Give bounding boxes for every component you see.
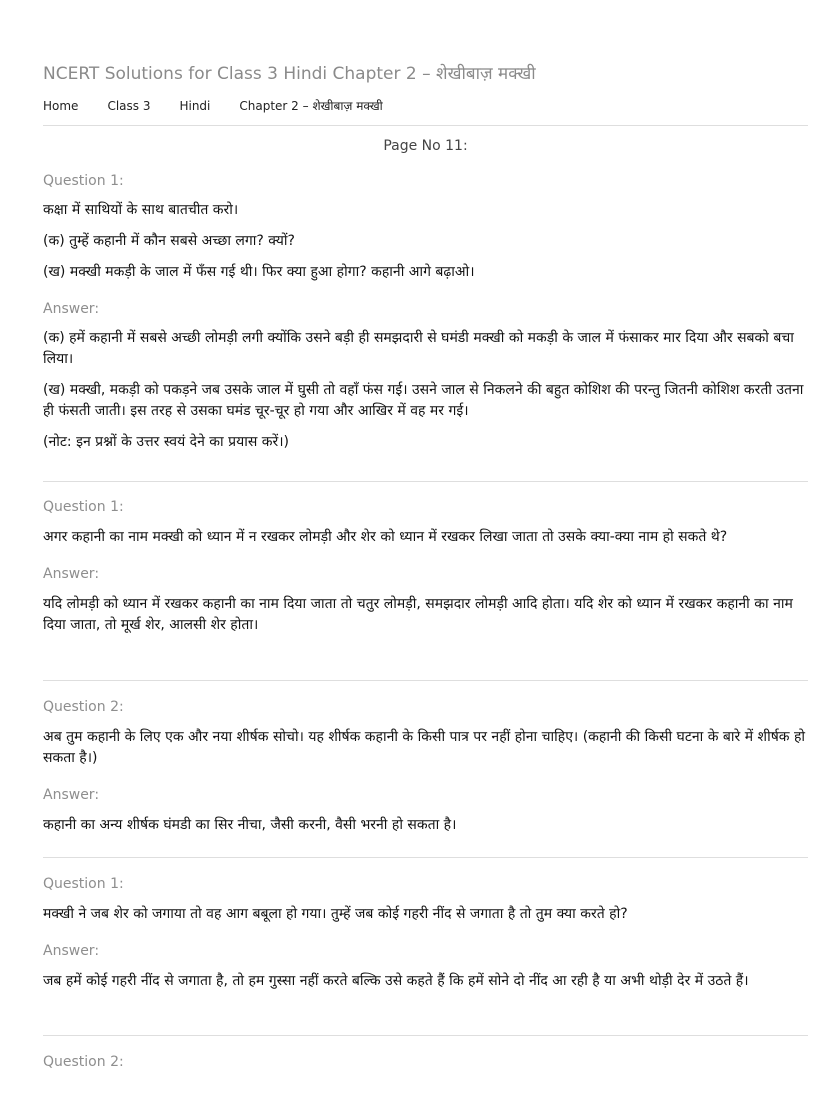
question-label: Question 1: [43, 173, 124, 189]
question-text: अगर कहानी का नाम मक्खी को ध्यान में न रखकर लोमड़ी और शेर को ध्यान में रखकर लिखा जाता तो उसके क्या-क्या नाम हो सकते थे? [43, 529, 728, 545]
section-divider [43, 680, 808, 681]
question-text: (क) तुम्हें कहानी में कौन सबसे अच्छा लगा? क्यों? [43, 233, 295, 249]
qa-section-2 [43, 498, 808, 636]
breadcrumb-chapter-2[interactable]: Chapter 2 – शेखीबाज़ मक्खी [239, 99, 383, 113]
section-divider [43, 481, 808, 482]
answer-text: कहानी का अन्य शीर्षक घंमडी का सिर नीचा, जैसी करनी, वैसी भरनी हो सकता है। [43, 817, 457, 833]
answer-text: (क) हमें कहानी में सबसे अच्छी लोमड़ी लगी क्योंकि उसने बड़ी ही समझदारी से घमंडी मक्खी को मकड़ी के जाल में फंसाकर मार दिया और सबको बचा लिया। [43, 330, 794, 367]
answer-label: Answer: [43, 566, 100, 582]
answer-text: यदि लोमड़ी को ध्यान में रखकर कहानी का नाम दिया जाता तो चतुर लोमड़ी, समझदार लोमड़ी आदि होता। यदि शेर को ध्यान में रखकर कहानी का नाम दिया जाता, तो मूर्ख शेर, आलसी शेर होता। [43, 596, 793, 633]
question-label: Question 1: [43, 876, 124, 892]
section-divider [43, 1035, 808, 1036]
page-title: NCERT Solutions for Class 3 Hindi Chapter 2 – शेखीबाज़ मक्खी [43, 64, 536, 84]
document-page [43, 62, 808, 1070]
qa-section-4 [43, 875, 808, 992]
question-label: Question 2: [43, 1054, 124, 1070]
question-label: Question 1: [43, 499, 124, 515]
breadcrumb [43, 98, 808, 114]
question-label: Question 2: [43, 699, 124, 715]
breadcrumb-hindi[interactable]: Hindi [179, 99, 211, 113]
breadcrumb-home[interactable]: Home [43, 99, 79, 113]
question-text: कक्षा में साथियों के साथ बातचीत करो। [43, 202, 239, 218]
divider [43, 125, 808, 126]
qa-section-5 [43, 1053, 808, 1071]
question-text: मक्खी ने जब शेर को जगाया तो वह आग बबूला हो गया। तुम्हें जब कोई गहरी नींद से जगाता है तो तुम क्या करते हो? [43, 906, 628, 922]
answer-text: (ख) मक्खी, मकड़ी को पकड़ने जब उसके जाल में घुसी तो वहाँ फंस गई। उसने जाल से निकलने की बहुत कोशिश की परन्तु जितनी कोशिश करती उतना ही फंसती जाती। इस तरह से उसका घमंड चूर-चूर हो गया और आखिर में वह मर गई। [43, 382, 804, 419]
breadcrumb-class-3[interactable]: Class 3 [107, 99, 151, 113]
section-divider [43, 857, 808, 858]
answer-label: Answer: [43, 787, 100, 803]
qa-section-1 [43, 172, 808, 453]
answer-text: (नोट: इन प्रश्नों के उत्तर स्वयं देने का प्रयास करें।) [43, 434, 289, 450]
answer-label: Answer: [43, 301, 100, 317]
qa-section-3 [43, 698, 808, 836]
answer-label: Answer: [43, 943, 100, 959]
answer-text: जब हमें कोई गहरी नींद से जगाता है, तो हम गुस्सा नहीं करते बल्कि उसे कहते हैं कि हमें सोने दो नींद आ रही है या अभी थोड़ी देर में उठते हैं। [43, 973, 749, 989]
question-text: अब तुम कहानी के लिए एक और नया शीर्षक सोचो। यह शीर्षक कहानी के किसी पात्र पर नहीं होना चाहिए। (कहानी की किसी घटना के बारे में शीर्षक हो सकता है।) [43, 729, 806, 766]
page-number: Page No 11: [383, 138, 468, 154]
question-text: (ख) मक्खी मकड़ी के जाल में फँस गई थी। फिर क्या हुआ होगा? कहानी आगे बढ़ाओ। [43, 264, 475, 280]
